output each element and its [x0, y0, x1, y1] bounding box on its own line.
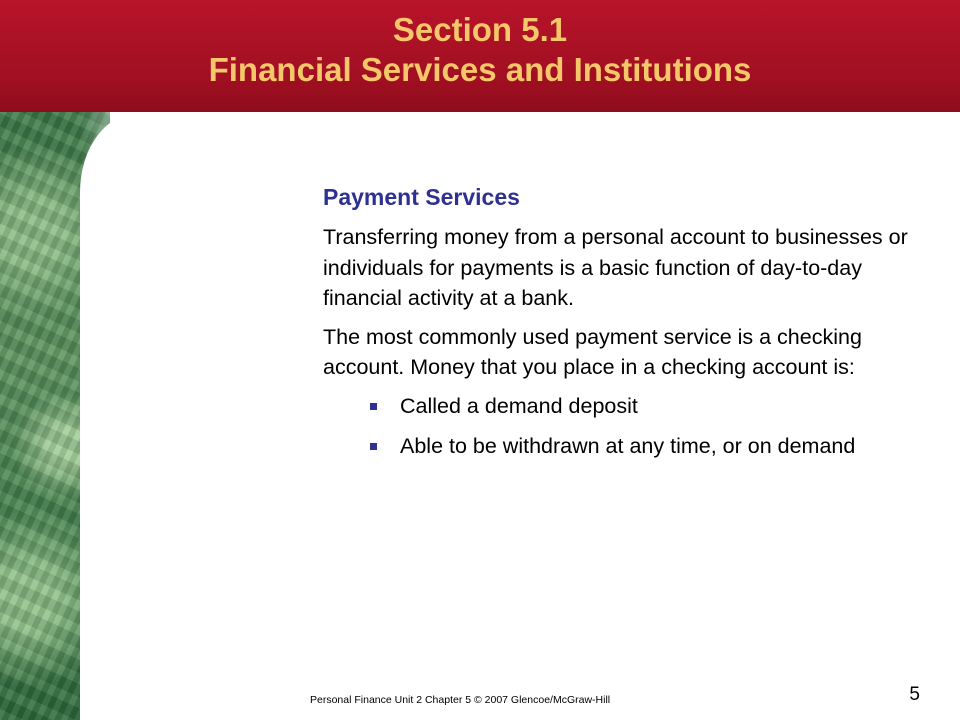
payment-services-heading: Payment Services — [323, 184, 520, 210]
square-bullet-icon — [370, 403, 377, 410]
bullet-list — [370, 391, 913, 462]
footer-credit: Personal Finance Unit 2 Chapter 5 © 2007 Glencoe/McGraw-Hill — [310, 694, 611, 706]
slide-content — [323, 180, 913, 472]
paragraph-checking-account: The most commonly used payment service is a checking account. Money that you place in a checking account is: — [323, 324, 862, 379]
square-bullet-icon — [370, 443, 377, 450]
bullet-demand-deposit: Called a demand deposit — [400, 393, 638, 418]
paragraph-transferring-money: Transferring money from a personal account to businesses or individuals for payments is a basic function of day-to-day financial activity at a bank. — [323, 225, 908, 310]
list-item — [370, 391, 913, 422]
list-item — [370, 431, 913, 462]
section-subtitle: Financial Services and Institutions — [208, 51, 752, 88]
title-bar — [0, 0, 960, 112]
bullet-withdrawn-any-time: Able to be withdrawn at any time, or on demand — [400, 434, 856, 458]
page-number: 5 — [909, 684, 920, 705]
section-title: Section 5.1 — [392, 11, 568, 48]
